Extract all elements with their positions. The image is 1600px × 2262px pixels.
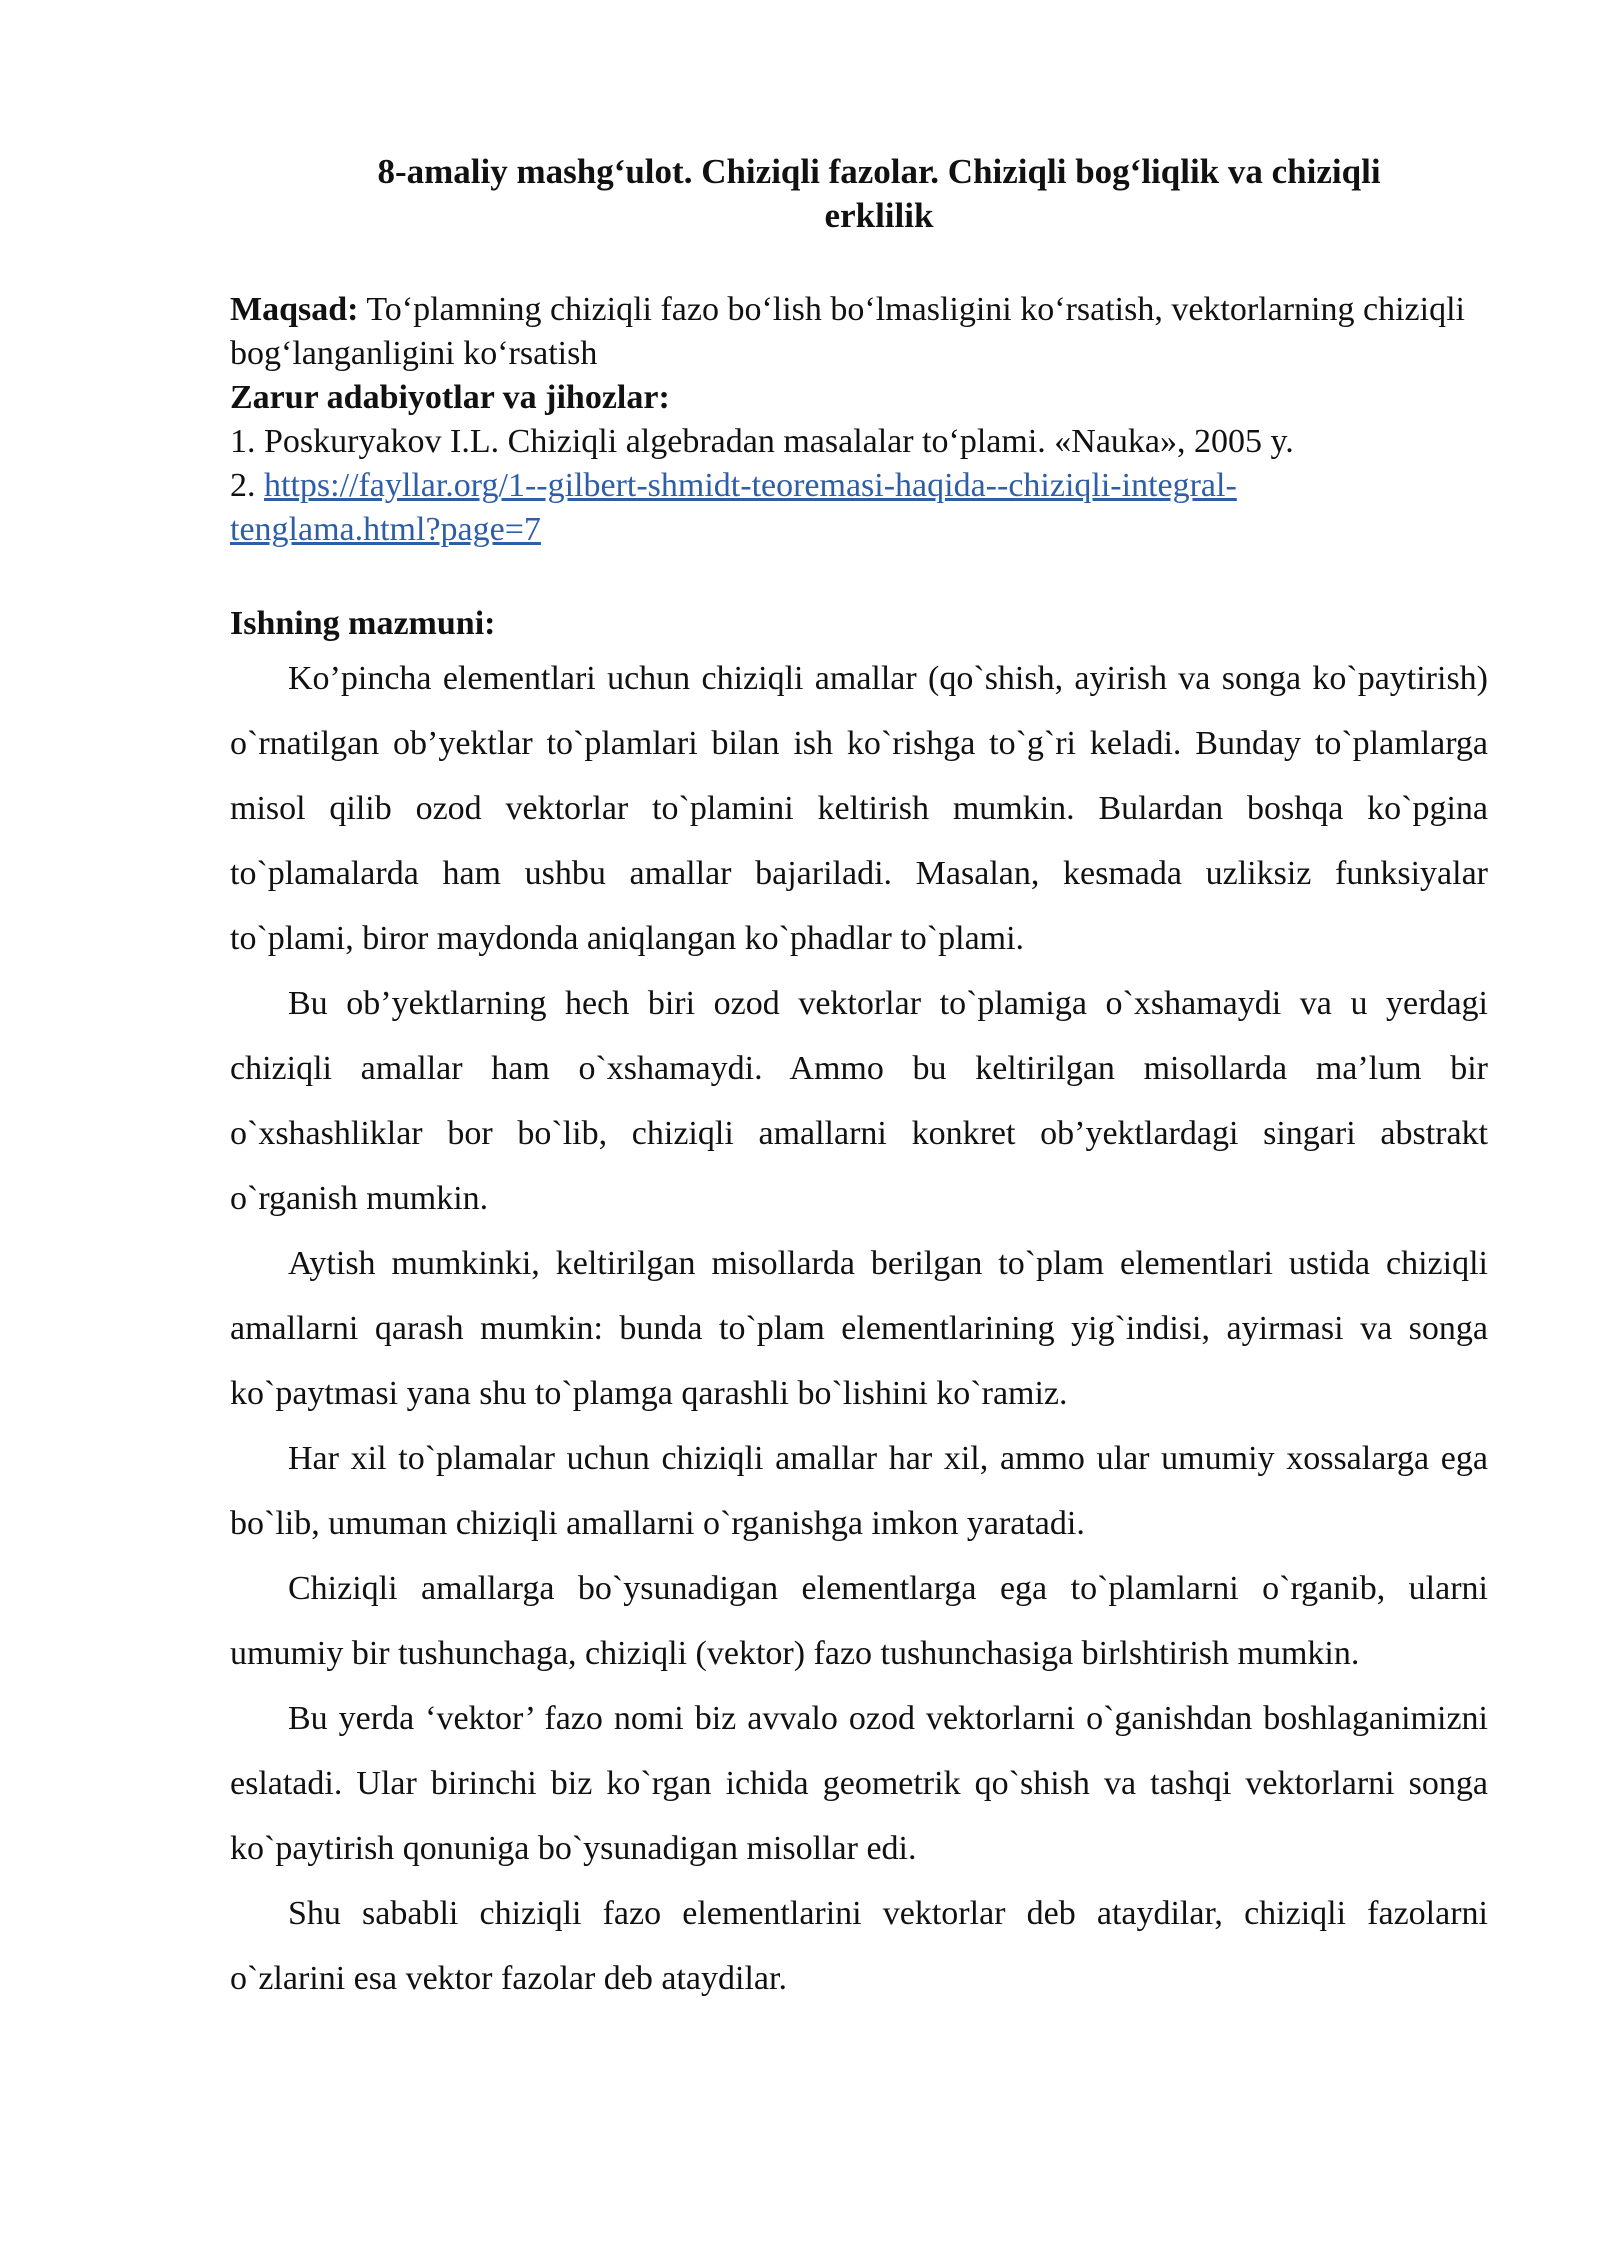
spacer xyxy=(230,552,1488,602)
title-line-2: erklilik xyxy=(824,196,934,235)
literature-link-part-2[interactable]: tenglama.html?page=7 xyxy=(230,511,541,548)
literature-item-2-number: 2. xyxy=(230,467,256,504)
content-heading: Ishning mazmuni: xyxy=(230,605,496,642)
literature-heading: Zarur adabiyotlar va jihozlar: xyxy=(230,379,670,416)
body-paragraph-6: Bu yerda ‘vektor’ fazo nomi biz avvalo ozod vektorlarni o`ganishdan boshlaganimizni eslatadi. Ular birinchi biz ko`rgan ichida geometrik qo`shish va tashqi vektorlarni songa ko`paytirish qonuniga bo`ysunadigan misollar edi. xyxy=(230,1700,1488,1867)
literature-link-part-1[interactable]: https://fayllar.org/1--gilbert-shmidt-teoremasi-haqida--chiziqli-integral- xyxy=(264,467,1237,504)
page-title xyxy=(230,150,1488,238)
body-paragraph-2: Bu ob’yektlarning hech biri ozod vektorlar to`plamiga o`xshamaydi va u yerdagi chiziqli amallar ham o`xshamaydi. Ammo bu keltirilgan misollarda ma’lum bir o`xshashliklar bor bo`lib, chiziqli amallarni konkret ob’yektlardagi singari abstrakt o`rganish mumkin. xyxy=(230,985,1488,1217)
body-paragraph-4: Har xil to`plamalar uchun chiziqli amallar har xil, ammo ular umumiy xossalarga ega bo`lib, umuman chiziqli amallarni o`rganishga imkon yaratadi. xyxy=(230,1440,1488,1542)
literature-item-1: 1. Poskuryakov I.L. Chiziqli algebradan masalalar to‘plami. «Nauka», 2005 y. xyxy=(230,423,1294,460)
goal-text: To‘plamning chiziqli fazo bo‘lish bo‘lmasligini ko‘rsatish, vektorlarning chiziqli bog‘langanligini ko‘rsatish xyxy=(230,291,1465,372)
body-paragraph-1: Ko’pincha elementlari uchun chiziqli amallar (qo`shish, ayirish va songa ko`paytirish) o`rnatilgan ob’yektlar to`plamlari bilan ish ko`rishga to`g`ri keladi. Bunday to`plamlarga misol qilib ozod vektorlar to`plamini keltirish mumkin. Bulardan boshqa ko`pgina to`plamalarda ham ushbu amallar bajariladi. Masalan, kesmada uzliksiz funksiyalar to`plami, biror maydonda aniqlangan ko`phadlar to`plami. xyxy=(230,660,1488,957)
body-paragraph-7: Shu sababli chiziqli fazo elementlarini vektorlar deb ataydilar, chiziqli fazolarni o`zlarini esa vektor fazolar deb ataydilar. xyxy=(230,1895,1488,1997)
literature-item-2 xyxy=(230,464,1488,508)
content-body xyxy=(230,646,1488,2011)
body-paragraph-3: Aytish mumkinki, keltirilgan misollarda berilgan to`plam elementlari ustida chiziqli amallarni qarash mumkin: bunda to`plam elementlarining yig`indisi, ayirmasi va songa ko`paytmasi yana shu to`plamga qarashli bo`lishini ko`ramiz. xyxy=(230,1245,1488,1412)
document-page xyxy=(230,150,1488,2011)
header-block xyxy=(230,288,1488,552)
title-line-1: 8-amaliy mashg‘ulot. Chiziqli fazolar. Chiziqli bog‘liqlik va chiziqli xyxy=(377,152,1381,191)
body-paragraph-5: Chiziqli amallarga bo`ysunadigan elementlarga ega to`plamlarni o`rganib, ularni umumiy bir tushunchaga, chiziqli (vektor) fazo tushunchasiga birlshtirish mumkin. xyxy=(230,1570,1488,1672)
goal-label: Maqsad: xyxy=(230,291,359,328)
goal-paragraph xyxy=(230,288,1488,376)
